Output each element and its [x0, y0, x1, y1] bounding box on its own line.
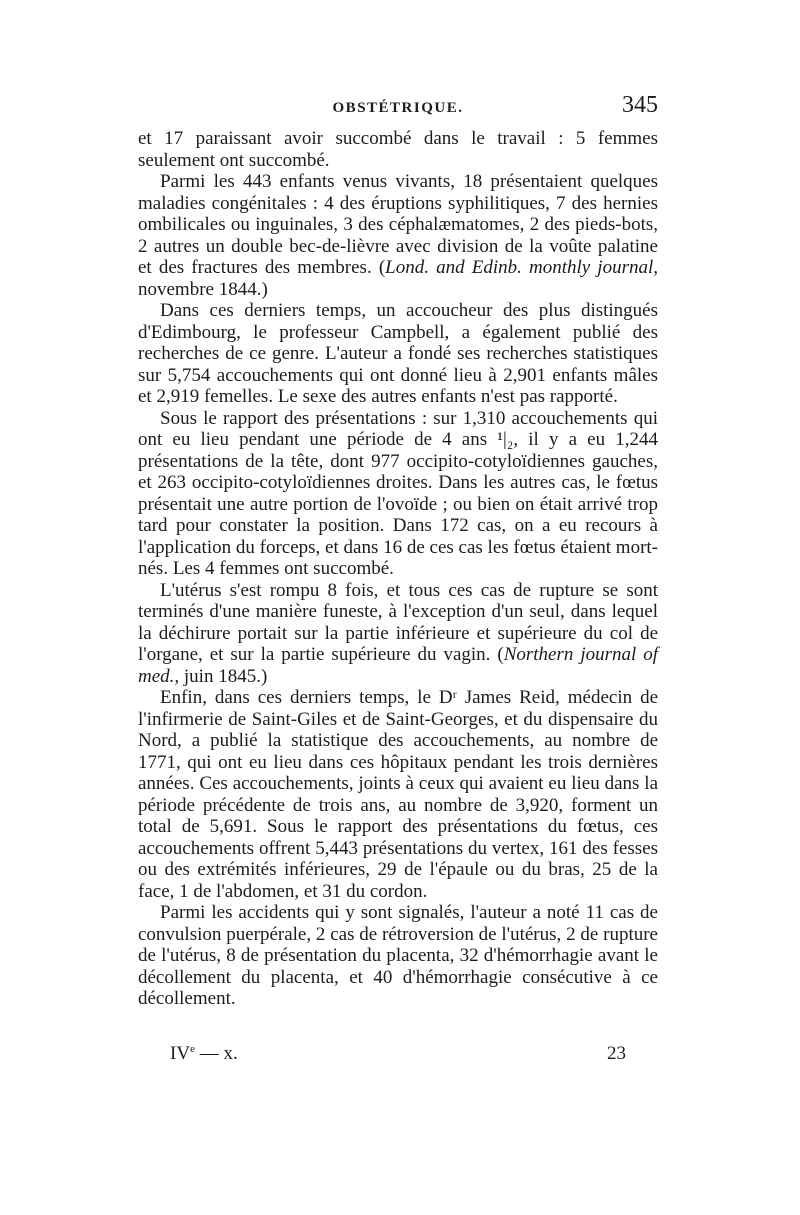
paragraph: [138, 580, 658, 688]
citation-text: Northern journal of med.,: [138, 644, 659, 687]
paragraph-text: Parmi les accidents qui y sont signalés, l'auteur a noté 11 cas de convulsion puerpérale, 2 cas de rétroversion de l'utérus, 2 de rupture de l'utérus, 8 de présentation du placenta, 32 d'hémorrhagie avant le décollement du placenta, et 40 d'hémorrhagie consécutive à ce décollement.: [138, 902, 658, 1009]
page-number: 345: [622, 92, 658, 118]
paragraph: [138, 300, 658, 408]
sheet-number: 23: [607, 1043, 626, 1064]
paragraph: [138, 408, 658, 580]
paragraph-text: Parmi les 443 enfants venus vivants, 18 présentaient quelques maladies congénitales : 4 des éruptions syphilitiques, 7 des hernies ombilicales ou inguinales, 3 des céphalæmatomes, 2 des pieds-bots, 2 autres un double bec-de-lièvre avec division de la voûte palatine et des fractures des membres. (: [138, 171, 658, 278]
signature-mark: [170, 1043, 238, 1065]
paragraph-text: Enfin, dans ces derniers temps, le Dʳ James Reid, médecin de l'infirmerie de Saint-Giles et de Saint-Georges, et du dispensaire du Nord, a publié la statistique des accouchements, au nombre de 1771, qui ont eu lieu dans ces hôpitaux pendant les trois dernières années. Ces accouchements, joints à ceux qui avaient eu lieu dans la période précédente de trois ans, au nombre de 3,920, forment un total de 5,691. Sous le rapport des présentations du fœtus, ces accouchements offrent 5,443 présentations du vertex, 161 des fesses ou des extrémités inférieures, 29 de l'épaule ou du bras, 25 de la face, 1 de l'abdomen, et 31 du cordon.: [138, 687, 658, 902]
signature-roman: IV: [170, 1043, 191, 1064]
citation-text: Lond. and Edinb. monthly journal,: [385, 257, 659, 278]
body-text: [138, 128, 658, 1010]
paragraph-text: Sous le rapport des présentations : sur 1,310 accouchements qui ont eu lieu pendant une période de 4 ans ¹|₂, il y a eu 1,244 présentations de la tête, dont 977 occipito-cotyloïdiennes gauches, et 263 occipito-cotyloïdiennes droites. Dans les autres cas, le fœtus présentait une autre portion de l'ovoïde ; ou bien on était arrivé trop tard pour constater la position. Dans 172 cas, on a eu recours à l'application du forceps, et dans 16 de ces cas les fœtus étaient mort-nés. Les 4 femmes ont succombé.: [138, 407, 658, 579]
signature-superscript: e: [190, 1043, 195, 1055]
paragraph: [138, 687, 658, 902]
page-footer: [138, 1043, 658, 1069]
paragraph-text: L'utérus s'est rompu 8 fois, et tous ces cas de rupture se sont terminés d'une manière funeste, à l'exception d'un seul, dans lequel la déchirure portait sur la partie inférieure et supérieure du col de l'organe, et sur la partie supérieure du vagin. (: [138, 579, 658, 665]
paragraph-text: juin 1845.): [179, 665, 268, 687]
paragraph-text: Dans ces derniers temps, un accoucheur des plus distingués d'Edimbourg, le professeur Campbell, a également publié des recherches de ce genre. L'auteur a fondé ses recherches statistiques sur 5,754 accouchements qui ont donné lieu à 2,901 enfants mâles et 2,919 femelles. Le sexe des autres enfants n'est pas rapporté.: [138, 300, 658, 407]
running-head: [138, 92, 658, 126]
running-title: OBSTÉTRIQUE.: [332, 100, 464, 116]
paragraph-text: et 17 paraissant avoir succombé dans le travail : 5 femmes seulement ont succombé.: [138, 128, 658, 171]
paragraph: [138, 128, 658, 171]
paragraph-text: novembre 1844.): [138, 278, 268, 300]
paragraph: [138, 171, 658, 300]
paragraph: [138, 902, 658, 1010]
signature-rest: — x.: [194, 1043, 238, 1064]
